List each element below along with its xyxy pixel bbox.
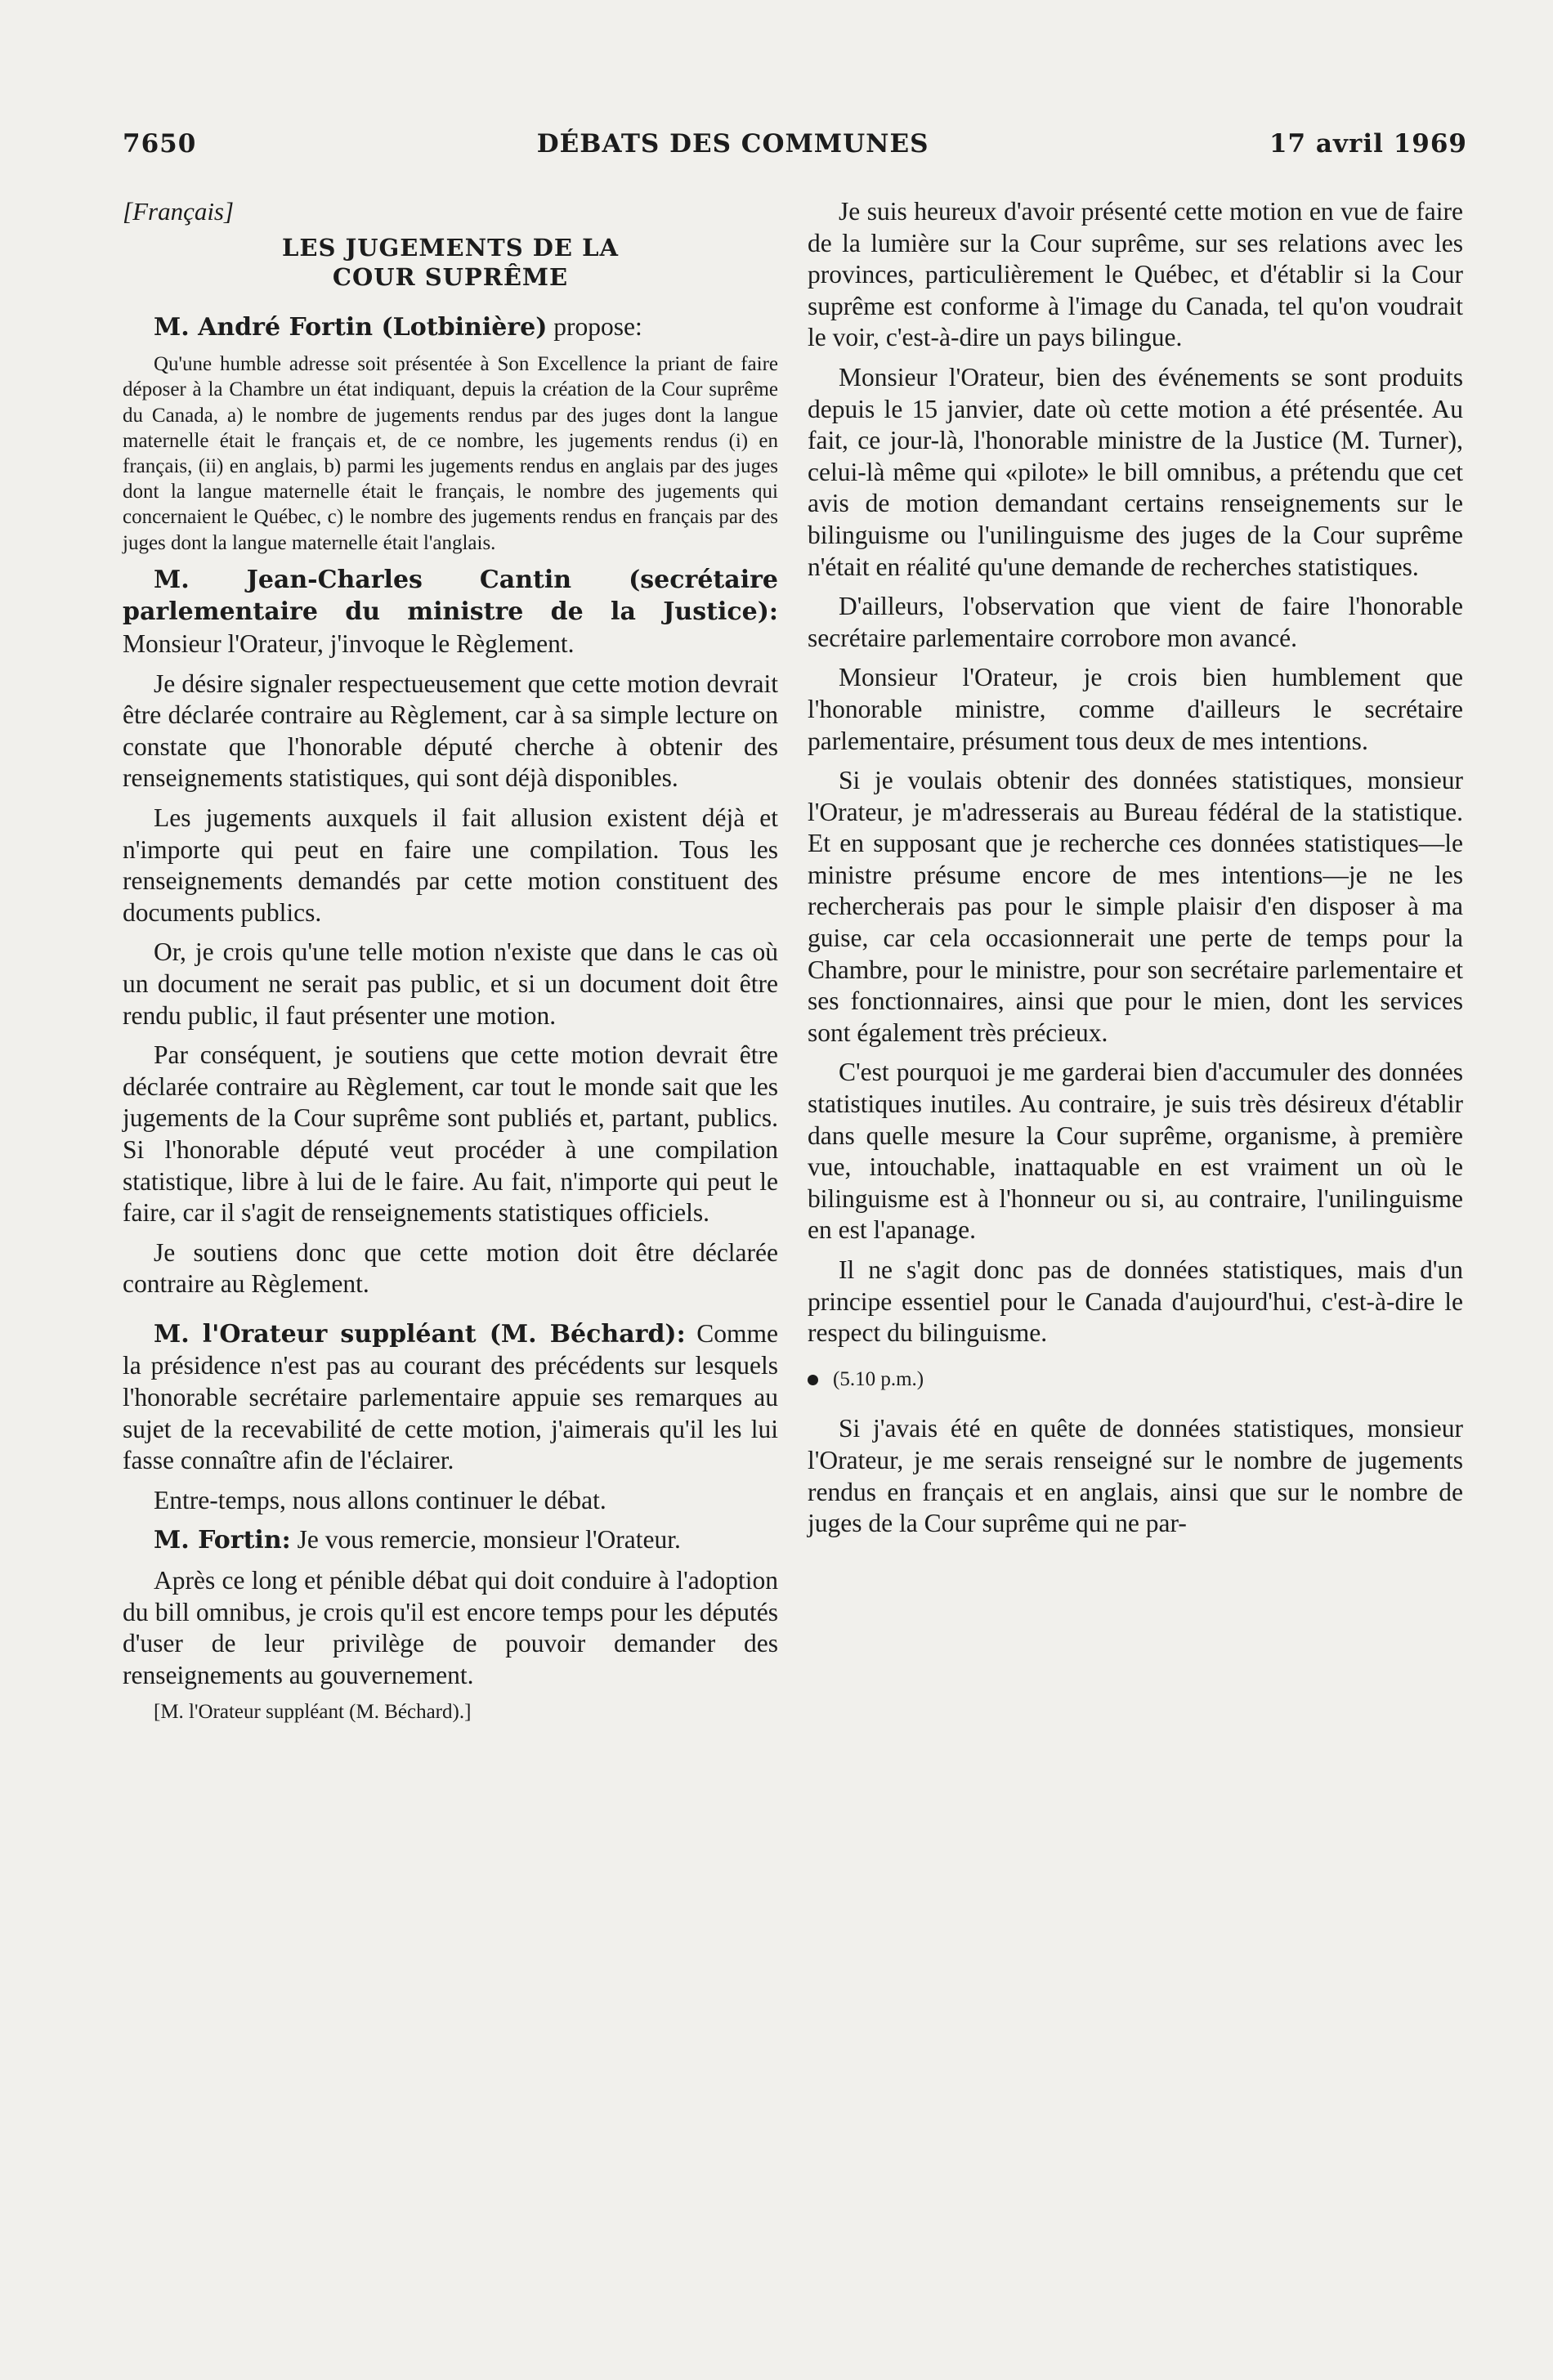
section-title-line-1: LES JUGEMENTS DE LA — [282, 233, 619, 262]
cantin-paragraph-4: Or, je crois qu'une telle motion n'existe que dans le cas où un document ne serait pas public, et si un document doit être rendu public, il faut présenter une motion. — [123, 937, 778, 1030]
right-paragraph-5: Si je voulais obtenir des données statistiques, monsieur l'Orateur, je m'adresserais au Bureau fédéral de la statistique. Et en supposant que je recherche ces données statistiques—le ministre présume encore de mes intentions—je ne les rechercherais pas pour le simple plaisir d'en disposer à ma guise, car cela occasionnerait une perte de temps pour la Chambre, pour le ministre, pour son secrétaire parlementaire et ses fonctionnaires, ainsi que pour le mien, dont les services sont également très précieux. — [808, 766, 1463, 1047]
section-title-line-2: COUR SUPRÊME — [332, 262, 569, 291]
publication-title: DÉBATS DES COMMUNES — [536, 129, 929, 159]
cantin-paragraph-6: Je soutiens donc que cette motion doit être déclarée contraire au Règlement. — [123, 1237, 778, 1299]
time-mark — [808, 1364, 1463, 1396]
presiding-officer-note: [M. l'Orateur suppléant (M. Béchard).] — [154, 1701, 472, 1724]
fortin-text-1: Je vous remercie, monsieur l'Orateur. — [290, 1525, 681, 1555]
fortin-paragraph-1 — [123, 1524, 778, 1557]
right-paragraph-2: Monsieur l'Orateur, bien des événements se sont produits depuis le 15 janvier, date où cette motion a été présentée. Au fait, ce jour-là, l'honorable ministre de la Justice (M. Turner), celui-là même qui «pilote» le bill omnibus, a prétendu que cet avis de motion demandant certains renseignements sur le bilinguisme ou l'unilinguisme des juges de la Cour suprême n'était en réalité qu'une demande de recherches statistiques. — [808, 362, 1463, 581]
bullet-icon — [808, 1375, 818, 1385]
section-title — [123, 233, 778, 292]
orateur-paragraph-2: Entre-temps, nous allons continuer le débat. — [154, 1485, 606, 1514]
left-column — [123, 196, 778, 1734]
right-paragraph-6: C'est pourquoi je me garderai bien d'accumuler des données statistiques inutiles. Au contraire, je suis très désireux d'établir dans quelle mesure la Cour suprême, organisme, à première vue, intouchable, inattaquable en est vraiment un où le bilinguisme est à l'honneur ou si, au contraire, l'unilinguisme en est l'apanage. — [808, 1058, 1463, 1245]
language-tag: [Français] — [123, 197, 235, 226]
fortin-paragraph-2: Après ce long et pénible débat qui doit conduire à l'adoption du bill omnibus, je crois qu'il est encore temps pour les députés d'user de leur privilège de pouvoir demander des renseignements au gouvernement. — [123, 1566, 778, 1689]
right-paragraph-7: Il ne s'agit donc pas de données statistiques, mais d'un principe essentiel pour le Canada d'aujourd'hui, c'est-à-dire le respect du bilinguisme. — [808, 1255, 1463, 1348]
time-mark-text: (5.10 p.m.) — [833, 1367, 924, 1390]
running-head — [123, 129, 1467, 170]
orateur-text-1: Comme la présidence n'est pas au courant des précédents sur lesquels l'honorable secrétaire parlementaire appuie ses remarques au sujet de la recevabilité de cette motion, j'aimerais qu'il les lui fasse connaître afin de l'éclairer. — [123, 1318, 778, 1475]
speaker-fortin-short: M. Fortin: — [154, 1526, 291, 1555]
right-paragraph-4: Monsieur l'Orateur, je crois bien humblement que l'honorable ministre, comme d'ailleurs le secrétaire parlementaire, présument tous deux de mes intentions. — [808, 663, 1463, 755]
motion-intro — [123, 311, 778, 344]
right-column — [808, 196, 1463, 1548]
speaker-fortin: M. André Fortin (Lotbinière) — [154, 312, 548, 342]
cantin-paragraph-1 — [123, 564, 778, 660]
orateur-paragraph-1 — [123, 1318, 778, 1477]
right-paragraph-1: Je suis heureux d'avoir présenté cette motion en vue de faire de la lumière sur la Cour suprême, sur ses relations avec les provinces, particulièrement le Québec, et d'établir si la Cour suprême est conforme à l'image du Canada, tel qu'on voudrait le voir, c'est-à-dire un pays bilingue. — [808, 197, 1463, 352]
cantin-paragraph-3: Les jugements auxquels il fait allusion existent déjà et n'importe qui peut en faire une compilation. Tous les renseignements demandés par cette motion constituent des documents publics. — [123, 803, 778, 927]
cantin-text-1: Monsieur l'Orateur, j'invoque le Règlement. — [123, 629, 575, 658]
speaker-cantin: M. Jean-Charles Cantin (secrétaire parlementaire du ministre de la Justice): — [123, 565, 778, 627]
cantin-paragraph-2: Je désire signaler respectueusement que cette motion devrait être déclarée contraire au Règlement, car à sa simple lecture on constate que l'honorable député cherche à obtenir des renseignements statistiques, qui sont déjà disponibles. — [123, 669, 778, 793]
motion-verb: propose: — [547, 311, 642, 341]
right-paragraph-3: D'ailleurs, l'observation que vient de faire l'honorable secrétaire parlementaire corrobore mon avancé. — [808, 592, 1463, 652]
motion-text: Qu'une humble adresse soit présentée à Son Excellence la priant de faire déposer à la Chambre un état indiquant, depuis la création de la Cour suprême du Canada, a) le nombre de jugements rendus par des juges dont la langue maternelle était le français et, de ce nombre, les jugements rendus (i) en français, (ii) en anglais, b) parmi les jugements rendus en anglais par des juges dont la langue maternelle était le français, le nombre des jugements qui concernaient le Québec, c) le nombre des jugements rendus en français par des juges dont la langue maternelle était l'anglais. — [123, 353, 778, 554]
cantin-paragraph-5: Par conséquent, je soutiens que cette motion devrait être déclarée contraire au Règlement, car tout le monde sait que les jugements de la Cour suprême sont publiés et, partant, publics. Si l'honorable député veut procéder à une compilation statistique, libre à lui de le faire. Au fait, n'importe qui peut le faire, car il s'agit de renseignements statistiques officiels. — [123, 1040, 778, 1228]
speaker-orateur: M. l'Orateur suppléant (M. Béchard): — [154, 1319, 686, 1349]
right-paragraph-8: Si j'avais été en quête de données statistiques, monsieur l'Orateur, je me serais renseigné sur le nombre de jugements rendus en français et en anglais, ainsi que sur le nombre de juges de la Cour suprême qui ne par- — [808, 1414, 1463, 1538]
page-date: 17 avril 1969 — [1269, 129, 1467, 159]
page-number: 7650 — [123, 129, 197, 159]
